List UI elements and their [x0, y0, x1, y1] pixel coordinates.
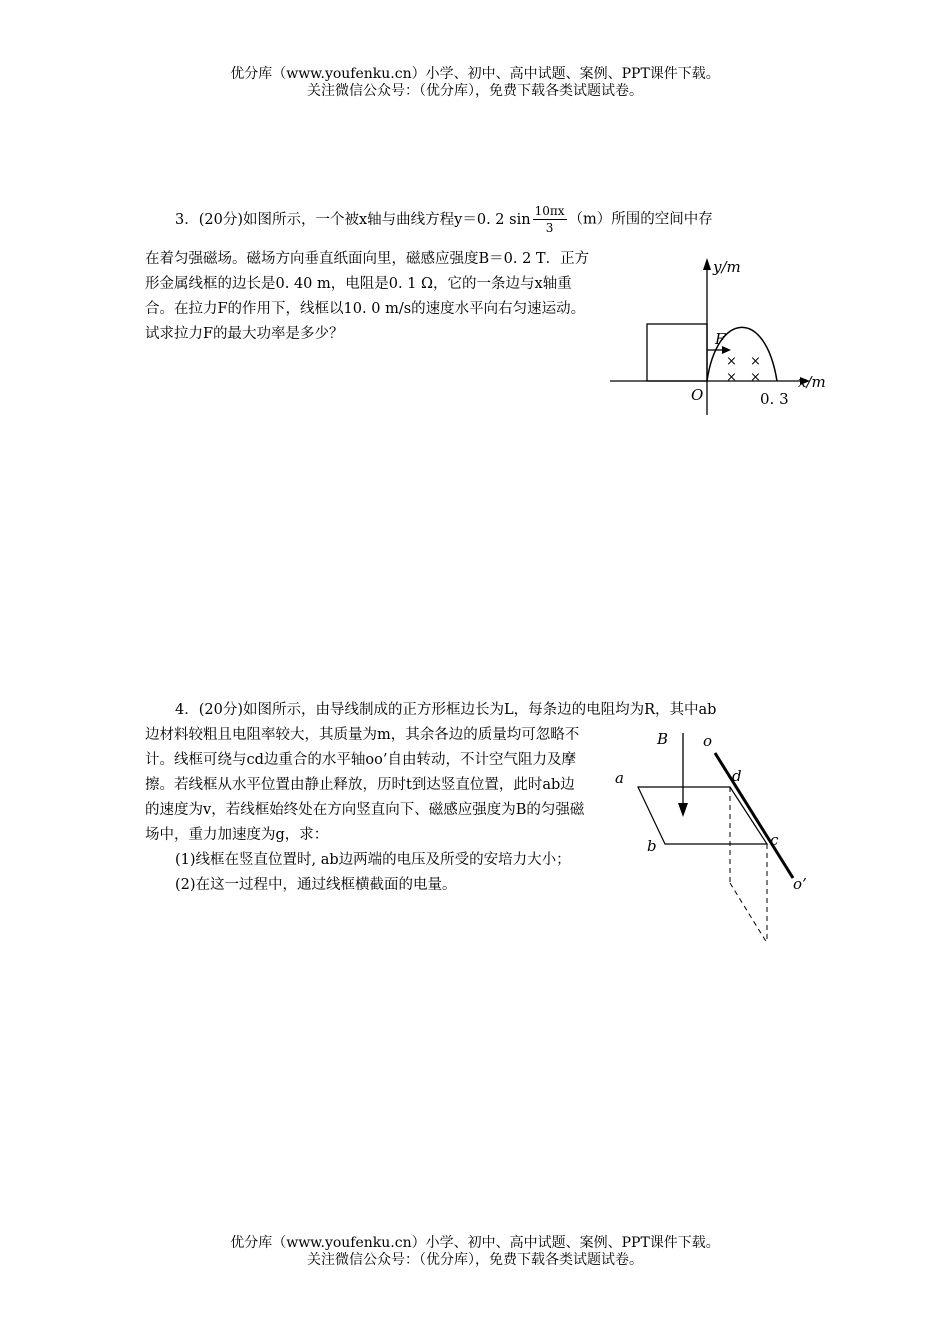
footer-line-1: 优分库（www.youfenku.cn）小学、初中、高中试题、案例、PPT课件下载。	[230, 1235, 720, 1251]
label-a: a	[615, 769, 624, 787]
label-B: B	[657, 730, 669, 748]
q3-intro-tail: （m）所围的空间中存	[568, 211, 713, 228]
field-mark: ×	[726, 354, 737, 369]
field-mark: ×	[726, 370, 737, 385]
tick-label-0-3: 0. 3	[760, 390, 789, 408]
q3-intro: 3．(20分)如图所示，一个被x轴与曲线方程y＝0. 2 sin	[175, 211, 531, 228]
header-line-1: 优分库（www.youfenku.cn）小学、初中、高中试题、案例、PPT课件下载。	[230, 66, 720, 82]
q4-text	[145, 698, 717, 898]
y-axis-arrow	[703, 258, 711, 270]
q4-figure	[605, 725, 825, 950]
page-header	[0, 66, 950, 100]
x-axis-label: x/m	[798, 373, 826, 391]
label-o: o	[703, 732, 713, 750]
q4-part-2: (2)在这一过程中，通过线框横截面的电量。	[175, 877, 457, 893]
rotation-axis	[715, 753, 793, 878]
q3-intro-line	[145, 203, 825, 236]
q3-frac-den: 3	[545, 221, 554, 235]
force-label: F	[715, 330, 726, 348]
q3-frac-num: 10πx	[534, 204, 565, 218]
wire-frame	[638, 787, 767, 844]
q3-figure	[605, 252, 835, 422]
y-axis-label: y/m	[713, 258, 741, 276]
origin-label: O	[691, 386, 704, 404]
q4-intro: 4．(20分)如图所示，由导线制成的正方形框边长为L，每条边的电阻均为R，其中ab	[175, 702, 717, 718]
q4-body: 边材料较粗且电阻率较大，其质量为m，其余各边的质量均可忽略不计。线框可绕与cd边重合的水平轴oo’自由转动，不计空气阻力及摩擦。若线框从水平位置由静止释放，历时t到达竖直位置，此时ab边的速度为v，若线框始终处在方向竖直向下、磁感应强度为B的匀强磁场中，重力加速度为g，求：	[145, 727, 585, 843]
label-c: c	[770, 831, 779, 849]
q3-body: 在着匀强磁场。磁场方向垂直纸面向里，磁感应强度B＝0. 2 T．正方形金属线框的边长是0. 40 m，电阻是0. 1 Ω，它的一条边与x轴重合。在拉力F的作用下，线框以10. 0 m/s的速度水平向右匀速运动。试求拉力F的最大功率是多少？	[145, 251, 590, 342]
field-mark: ×	[750, 370, 761, 385]
field-arrowhead	[678, 803, 688, 817]
label-d: d	[732, 767, 742, 785]
q4-part-1: (1)线框在竖直位置时, ab边两端的电压及所受的安培力大小；	[175, 852, 571, 868]
field-mark: ×	[750, 354, 761, 369]
dashed-edge	[730, 883, 767, 943]
footer-line-2: 关注微信公众号：（优分库），免费下载各类试题试卷。	[307, 1252, 643, 1268]
page-footer	[0, 1235, 950, 1269]
header-line-2: 关注微信公众号：（优分库），免费下载各类试题试卷。	[307, 83, 643, 99]
square-frame	[647, 324, 707, 381]
label-o-prime: o’	[793, 875, 807, 893]
label-b: b	[647, 837, 657, 855]
q3-fraction	[533, 203, 567, 236]
